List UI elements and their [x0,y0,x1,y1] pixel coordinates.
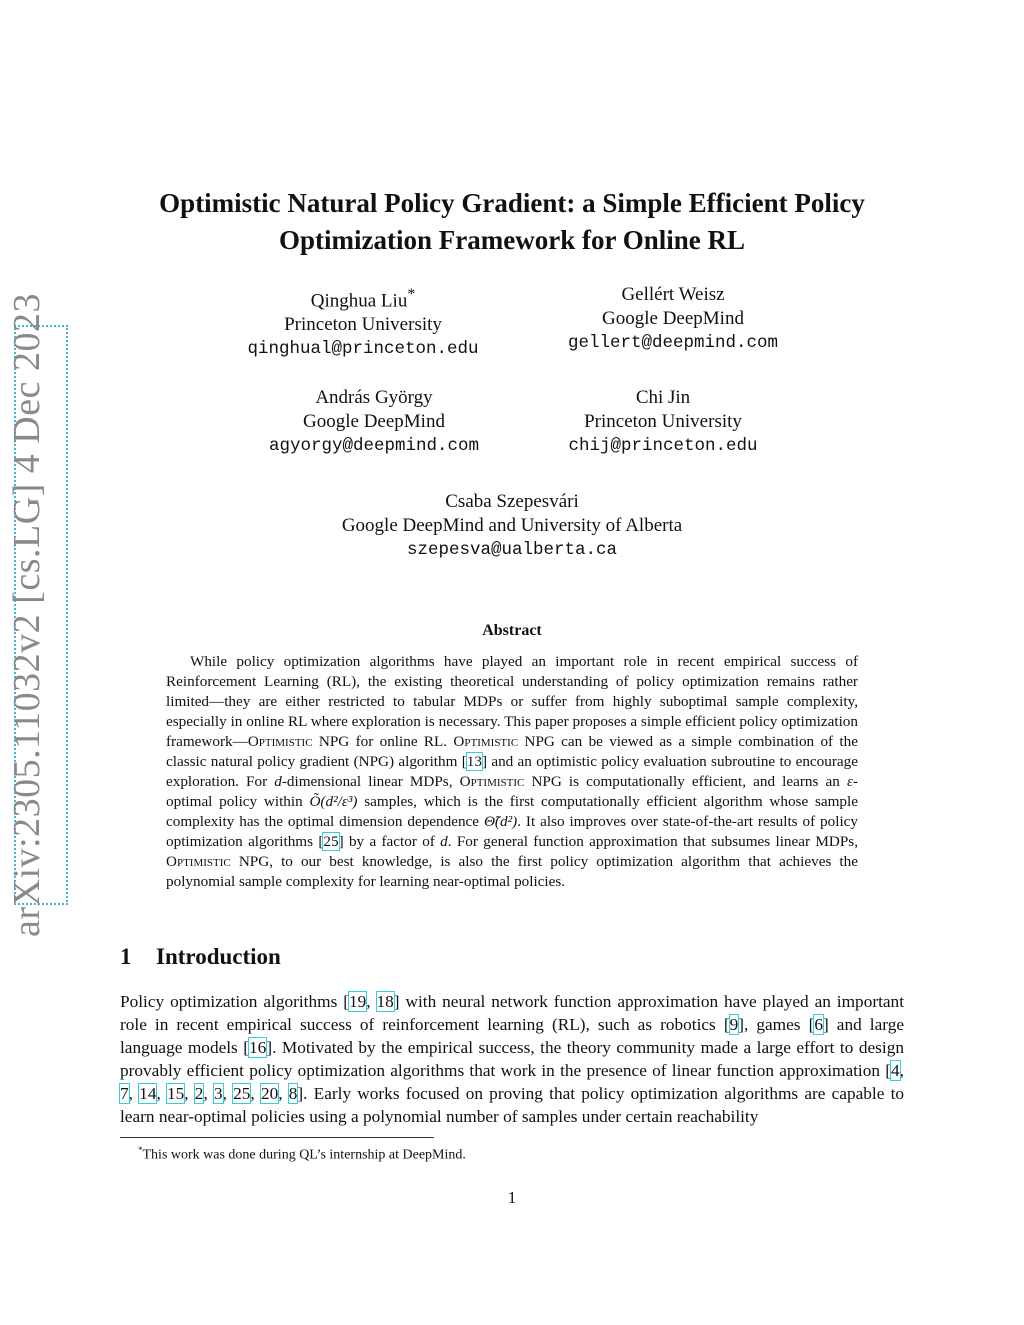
abstract-paragraph: While policy optimization algorithms have played an important role in recent empirical success of Reinforcement Learning (RL), the existing theoretical understanding of policy optimization remains rather limited—they are either restricted to tabular MDPs or suffer from highly suboptimal sample complexity, especially in online RL where exploration is necessary. This paper proposes a simple efficient policy optimization framework—Optimistic NPG for online RL. Optimistic NPG can be viewed as a simple combination of the classic natural policy gradient (NPG) algorithm [13] and an optimistic policy evaluation subroutine to encourage exploration. For d-dimensional linear MDPs, Optimistic NPG is computationally efficient, and learns an ε-optimal policy within Õ(d²/ε³) samples, which is the first computationally efficient algorithm whose sample complexity has the optimal dimension dependence Θ̃(d²). It also improves over state-of-the-art results of policy optimization algorithms [25] by a factor of d. For general function approximation that subsumes linear MDPs, Optimistic NPG, to our best knowledge, is also the first policy optimization algorithm that achieves the polynomial sample complexity for learning near-optimal policies. [166,653,859,890]
footnote-mark: * [138,1145,143,1155]
citation-link[interactable]: 15 [166,1084,185,1103]
math-complexity: Õ(d²/ε³) [309,793,358,810]
author-block-1 [203,283,523,361]
footnote [138,1141,466,1165]
citation-link[interactable]: 2 [194,1084,204,1103]
author-affiliation: Google DeepMind [602,308,744,329]
footnote-mark: * [407,286,416,303]
author-email[interactable]: szepesva@ualberta.ca [406,540,618,560]
citation-link[interactable]: 4 [891,1061,900,1080]
title-line-2: Optimization Framework for Online RL [279,225,745,255]
citation-link[interactable]: 8 [288,1084,298,1103]
section-title: Introduction [156,944,281,969]
page-number: 1 [507,1188,517,1207]
introduction-paragraph: Policy optimization algorithms [19, 18] with neural network function approximation have played an important role in recent empirical success of reinforcement learning (RL), such as robotics [9], games [6] and large language models [16]. Motivated by the empirical success, the theory community made a large effort to design provably efficient policy optimization algorithms that work in the presence of linear function approximation [4, 7, 14, 15, 2, 3, 25, 20, 8]. Early works focused on proving that policy optimization algorithms are capable to learn near-optimal policies using a polynomial number of samples under certain reachability [120,992,905,1126]
paper-title [100,185,924,259]
footnote-text: This work was done during QL’s internship at DeepMind. [142,1147,466,1163]
author-block-5 [272,490,752,562]
author-block-4 [503,386,823,458]
math-theta: Θ̃(d²) [483,813,518,830]
citation-link[interactable]: 16 [249,1038,267,1057]
citation-link[interactable]: 20 [260,1084,279,1103]
arxiv-identifier[interactable]: arXiv:2305.11032v2 [cs.LG] 4 Dec 2023 [6,293,48,937]
author-name: Gellért Weisz [621,284,725,305]
author-affiliation: Princeton University [284,314,442,336]
abstract-heading: Abstract [482,622,542,639]
citation-link[interactable]: 25 [233,1084,251,1103]
author-affiliation: Google DeepMind [303,411,445,432]
author-name: András György [315,387,433,408]
author-affiliation: Google DeepMind and University of Alberta [341,515,683,536]
author-affiliation: Princeton University [584,411,742,432]
citation-link[interactable]: 19 [348,992,367,1011]
citation-link[interactable]: 13 [466,753,482,770]
author-block-2 [513,283,833,355]
citation-link[interactable]: 7 [120,1084,129,1103]
abstract-body [166,652,858,892]
citation-link[interactable]: 6 [814,1015,823,1034]
author-name: Csaba Szepesvári [445,491,579,512]
author-name: Qinghua Liu [310,290,408,312]
citation-link[interactable]: 14 [139,1084,157,1103]
citation-link[interactable]: 18 [376,992,394,1011]
title-line-1: Optimistic Natural Policy Gradient: a Simple Efficient Policy [159,188,865,218]
introduction-body [120,990,904,1128]
author-name: Chi Jin [635,387,691,408]
footnote-rule [120,1137,434,1138]
author-block-3 [214,386,534,458]
section-number: 1 [120,944,132,969]
author-email[interactable]: agyorgy@deepmind.com [268,436,480,456]
section-heading-introduction [120,944,281,970]
citation-link[interactable]: 3 [213,1084,223,1103]
citation-link[interactable]: 25 [323,833,339,850]
author-email[interactable]: gellert@deepmind.com [567,333,779,353]
author-email[interactable]: qinghual@princeton.edu [247,339,479,360]
citation-link[interactable]: 9 [729,1015,739,1034]
author-email[interactable]: chij@princeton.edu [568,436,758,456]
